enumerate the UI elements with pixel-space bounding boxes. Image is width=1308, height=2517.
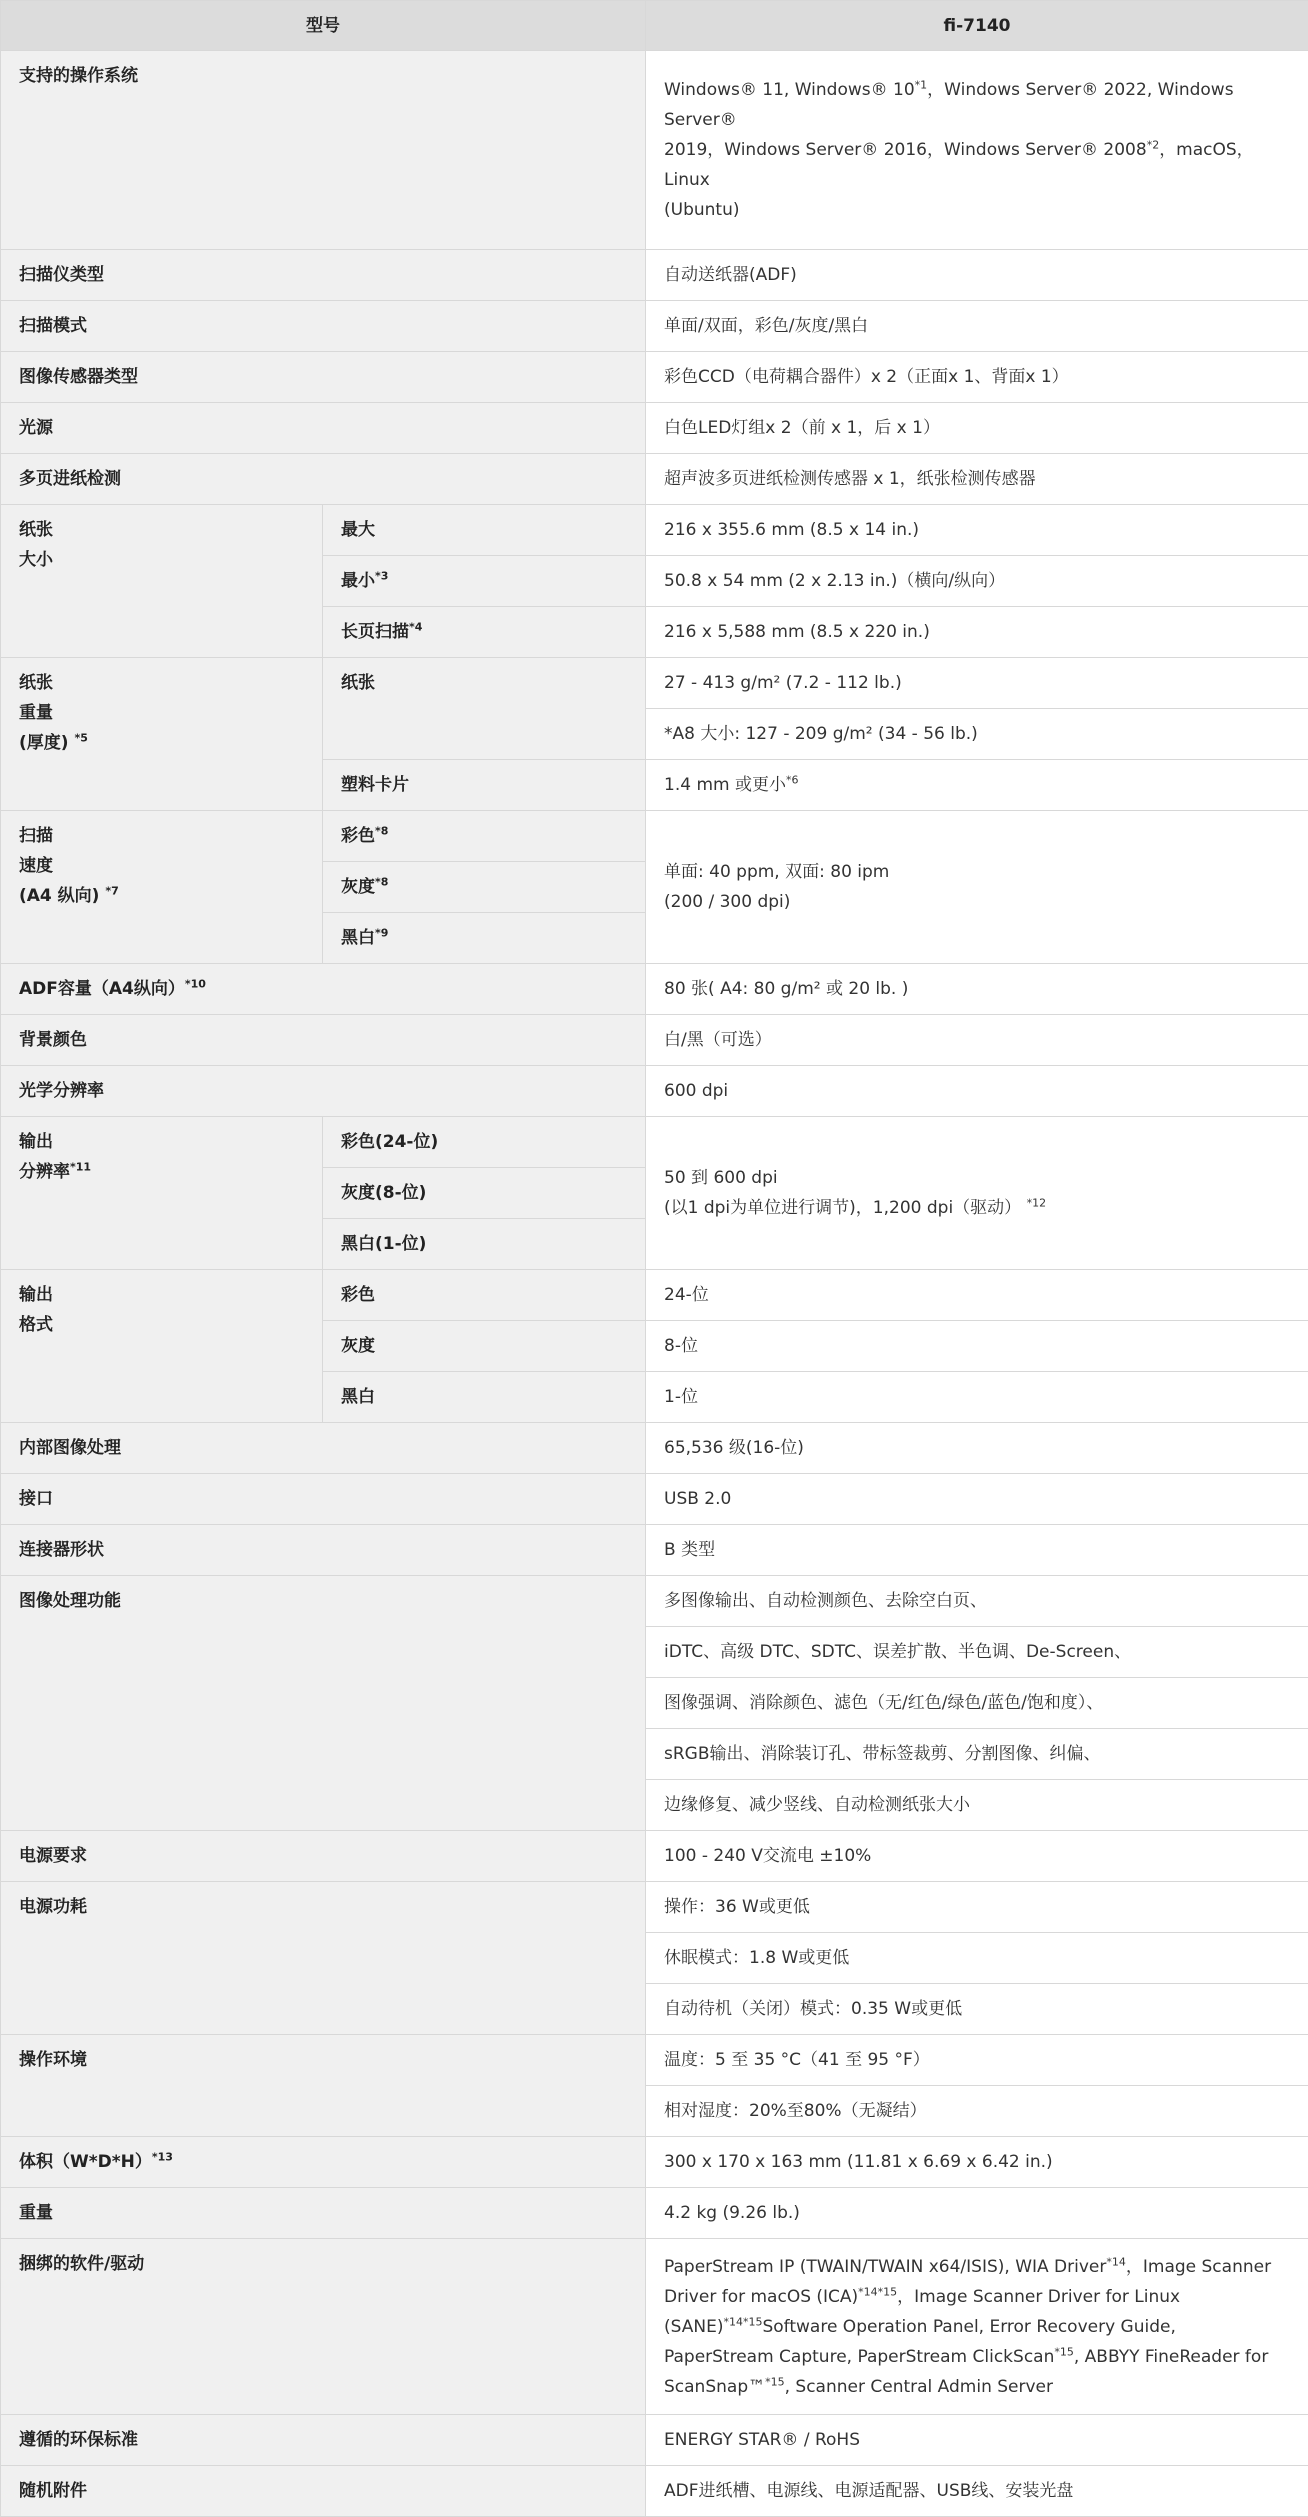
row-eco (1, 2415, 1308, 2466)
label-internal: 内部图像处理 (1, 1423, 646, 1474)
value-power-req: 100 - 240 V交流电 ±10% (646, 1831, 1308, 1882)
value-internal: 65,536 级(16-位) (646, 1423, 1308, 1474)
label-eco: 遵循的环保标准 (1, 2415, 646, 2466)
value-paper-size-max: 216 x 355.6 mm (8.5 x 14 in.) (646, 505, 1308, 556)
value-scanner-type: 自动送纸器(ADF) (646, 250, 1308, 301)
label-scan-mode: 扫描模式 (1, 301, 646, 352)
label-output-res: 输出 分辨率$^{*11}$ (1, 1117, 323, 1270)
header-row (1, 1, 1308, 51)
row-multifeed (1, 454, 1308, 505)
label-software: 捆绑的软件/驱动 (1, 2239, 646, 2415)
label-power-cons: 电源功耗 (1, 1882, 646, 2035)
value-multifeed: 超声波多页进纸检测传感器 x 1，纸张检测传感器 (646, 454, 1308, 505)
label-environment: 操作环境 (1, 2035, 646, 2137)
label-interface: 接口 (1, 1474, 646, 1525)
label-weight: 重量 (1, 2188, 646, 2239)
value-dimensions: 300 x 170 x 163 mm (11.81 x 6.69 x 6.42 in.) (646, 2137, 1308, 2188)
row-power-req (1, 1831, 1308, 1882)
value-output-format-color: 24-位 (646, 1270, 1308, 1321)
row-environment-1 (1, 2035, 1308, 2086)
label-multifeed: 多页进纸检测 (1, 454, 646, 505)
value-adf-capacity: 80 张( A4: 80 g/m² 或 20 lb. ) (646, 964, 1308, 1015)
row-background (1, 1015, 1308, 1066)
row-connector (1, 1525, 1308, 1576)
row-weight (1, 2188, 1308, 2239)
label-output-res-color: 彩色(24-位) (323, 1117, 646, 1168)
value-paper-weight-a8: *A8 大小: 127 - 209 g/m² (34 - 56 lb.) (646, 709, 1308, 760)
label-optical-res: 光学分辨率 (1, 1066, 646, 1117)
row-accessories (1, 2466, 1308, 2517)
row-os (1, 51, 1308, 250)
row-paper-size-max (1, 505, 1308, 556)
label-os: 支持的操作系统 (1, 51, 646, 250)
label-scanner-type: 扫描仪类型 (1, 250, 646, 301)
label-output-format: 输出 格式 (1, 1270, 323, 1423)
label-adf-capacity: ADF容量（A4纵向）$^{*10}$ (1, 964, 646, 1015)
value-light: 白色LED灯组x 2（前 x 1，后 x 1） (646, 403, 1308, 454)
value-image-proc-1: 多图像输出、自动检测颜色、去除空白页、 (646, 1576, 1308, 1627)
value-scan-mode: 单面/双面，彩色/灰度/黑白 (646, 301, 1308, 352)
row-output-format-color (1, 1270, 1308, 1321)
value-paper-size-min: 50.8 x 54 mm (2 x 2.13 in.)（横向/纵向） (646, 556, 1308, 607)
label-paper-size-max: 最大 (323, 505, 646, 556)
row-image-proc-1 (1, 1576, 1308, 1627)
row-sensor (1, 352, 1308, 403)
row-optical-res (1, 1066, 1308, 1117)
label-accessories: 随机附件 (1, 2466, 646, 2517)
value-environment-1: 温度：5 至 35 °C（41 至 95 °F） (646, 2035, 1308, 2086)
value-output-format-gray: 8-位 (646, 1321, 1308, 1372)
header-model: 型号 (1, 1, 646, 51)
row-light (1, 403, 1308, 454)
value-background: 白/黑（可选） (646, 1015, 1308, 1066)
value-interface: USB 2.0 (646, 1474, 1308, 1525)
value-paper-weight-paper: 27 - 413 g/m² (7.2 - 112 lb.) (646, 658, 1308, 709)
value-eco: ENERGY STAR® / RoHS (646, 2415, 1308, 2466)
value-connector: B 类型 (646, 1525, 1308, 1576)
row-adf-capacity (1, 964, 1308, 1015)
label-scan-speed-gray: 灰度$^{*8}$ (323, 862, 646, 913)
value-accessories: ADF进纸槽、电源线、电源适配器、USB线、安装光盘 (646, 2466, 1308, 2517)
label-output-res-gray: 灰度(8-位) (323, 1168, 646, 1219)
label-output-format-bw: 黑白 (323, 1372, 646, 1423)
value-environment-2: 相对湿度：20%至80%（无凝结） (646, 2086, 1308, 2137)
row-paper-weight-paper (1, 658, 1308, 709)
value-power-cons-1: 操作：36 W或更低 (646, 1882, 1308, 1933)
row-software (1, 2239, 1308, 2415)
header-product: fi-7140 (646, 1, 1308, 51)
value-paper-weight-card: 1.4 mm 或更小$^{*6}$ (646, 760, 1308, 811)
label-power-req: 电源要求 (1, 1831, 646, 1882)
label-paper-size: 纸张 大小 (1, 505, 323, 658)
label-dimensions: 体积$(W*D*H)^{*13}$ (1, 2137, 646, 2188)
row-scan-speed-color (1, 811, 1308, 862)
value-image-proc-2: iDTC、高级 DTC、SDTC、误差扩散、半色调、De-Screen、 (646, 1627, 1308, 1678)
value-image-proc-4: sRGB输出、消除装订孔、带标签裁剪、分割图像、纠偏、 (646, 1729, 1308, 1780)
label-output-format-gray: 灰度 (323, 1321, 646, 1372)
value-scan-speed: 单面: 40 ppm, 双面: 80 ipm (200 / 300 dpi) (646, 811, 1308, 964)
value-weight: 4.2 kg (9.26 lb.) (646, 2188, 1308, 2239)
row-dimensions (1, 2137, 1308, 2188)
value-power-cons-3: 自动待机（关闭）模式：0.35 W或更低 (646, 1984, 1308, 2035)
label-scan-speed: 扫描 速度 (A4 纵向) $^{*7}$ (1, 811, 323, 964)
value-output-format-bw: 1-位 (646, 1372, 1308, 1423)
row-output-res-color (1, 1117, 1308, 1168)
label-scan-speed-color: 彩色$^{*8}$ (323, 811, 646, 862)
value-os: Windows® 11, Windows® 10$^{*1}$，Windows Server® 2022, Windows Server® 2019，Windows Server® 2016，Windows Server® 2008$^{*2}$，macOS，Linux (Ubuntu) (646, 51, 1308, 250)
label-paper-weight-paper: 纸张 (323, 658, 646, 760)
value-software: PaperStream IP (TWAIN/TWAIN x64/ISIS), WIA Driver$^{*14}$，Image Scanner Driver for macOS (ICA)$^{*14*15}$，Image Scanner Driver for Linux (SANE)$^{*14*15}$Software Operation Panel, Error Recovery Guide, PaperStream Capture, PaperStream ClickScan$^{*15}$, ABBYY FineReader for ScanSnap™$^{*15}$, Scanner Central Admin Server (646, 2239, 1308, 2415)
row-internal (1, 1423, 1308, 1474)
label-connector: 连接器形状 (1, 1525, 646, 1576)
label-output-format-color: 彩色 (323, 1270, 646, 1321)
label-background: 背景颜色 (1, 1015, 646, 1066)
label-paper-size-min: 最小$^{*3}$ (323, 556, 646, 607)
label-paper-weight-card: 塑料卡片 (323, 760, 646, 811)
value-sensor: 彩色CCD（电荷耦合器件）x 2（正面x 1、背面x 1） (646, 352, 1308, 403)
value-optical-res: 600 dpi (646, 1066, 1308, 1117)
label-paper-size-long: 长页扫描$^{*4}$ (323, 607, 646, 658)
value-image-proc-3: 图像强调、消除颜色、滤色（无/红色/绿色/蓝色/饱和度）、 (646, 1678, 1308, 1729)
value-paper-size-long: 216 x 5,588 mm (8.5 x 220 in.) (646, 607, 1308, 658)
label-sensor: 图像传感器类型 (1, 352, 646, 403)
row-scanner-type (1, 250, 1308, 301)
label-output-res-bw: 黑白(1-位) (323, 1219, 646, 1270)
row-interface (1, 1474, 1308, 1525)
value-output-res: 50 到 600 dpi (以1 dpi为单位进行调节)，1,200 dpi（驱动） $^{*12}$ (646, 1117, 1308, 1270)
label-image-proc: 图像处理功能 (1, 1576, 646, 1831)
label-light: 光源 (1, 403, 646, 454)
value-image-proc-5: 边缘修复、减少竖线、自动检测纸张大小 (646, 1780, 1308, 1831)
label-paper-weight: 纸张 重量 (厚度) $^{*5}$ (1, 658, 323, 811)
value-power-cons-2: 休眠模式：1.8 W或更低 (646, 1933, 1308, 1984)
row-power-cons-1 (1, 1882, 1308, 1933)
row-scan-mode (1, 301, 1308, 352)
label-scan-speed-bw: 黑白$^{*9}$ (323, 913, 646, 964)
